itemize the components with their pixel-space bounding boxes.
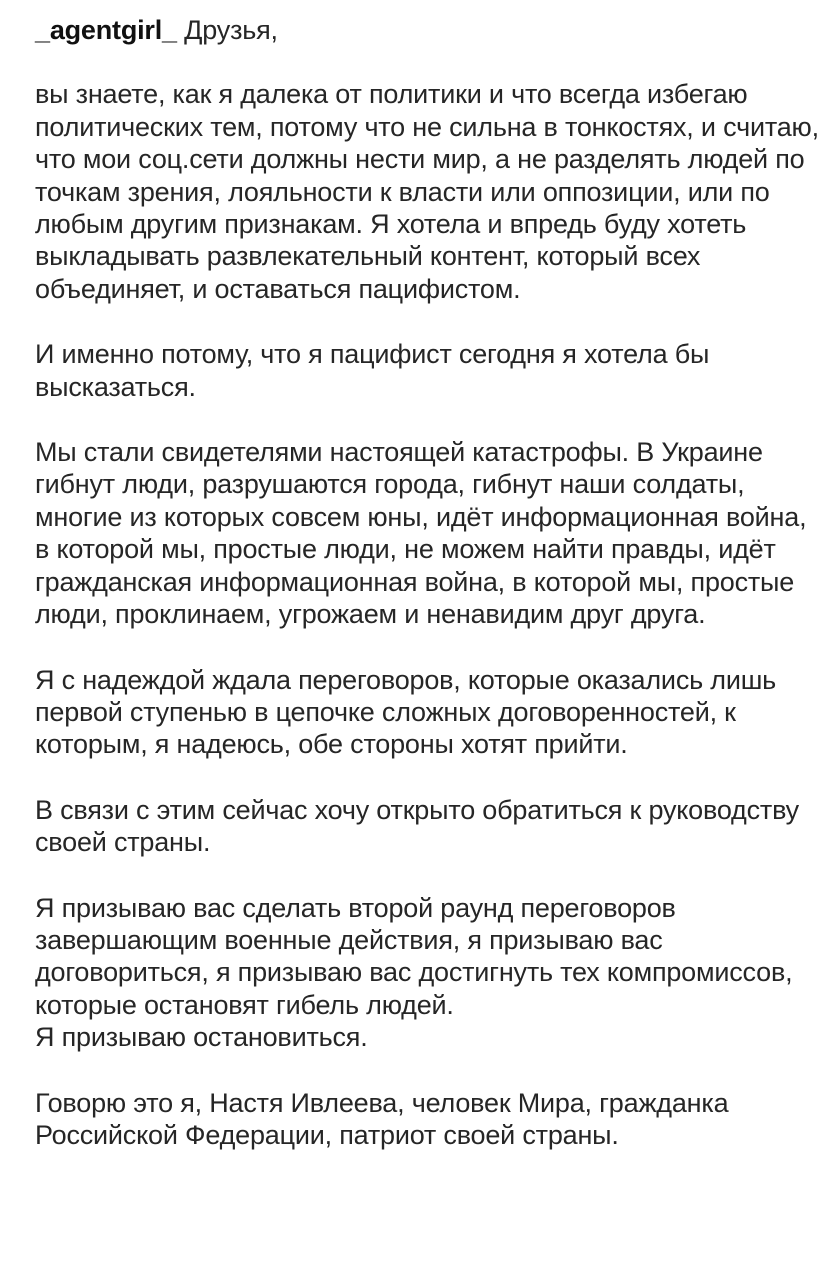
caption-paragraph-4: Я с надеждой ждала переговоров, которые оказались лишь первой ступенью в цепочке сложных договоренностей, к которым, я надеюсь, обе стороны хотят прийти. — [35, 664, 777, 760]
caption-paragraph-6: Я призываю вас сделать второй раунд переговоров завершающим военные действия, я призываю вас договориться, я призываю вас достигнуть тех компромиссов, которые остановят гибель людей. Я призываю остановиться. — [35, 892, 793, 1053]
caption-paragraph-2: И именно потому, что я пацифист сегодня я хотела бы высказаться. — [35, 339, 710, 402]
caption-paragraph-3: Мы стали свидетелями настоящей катастрофы. В Украине гибнут люди, разрушаются города, гибнут наши солдаты, многие из которых совсем юны, идёт информационная война, в которой мы, простые люди, не можем найти правды, идёт гражданская информационная война, в которой мы, простые люди, проклинаем, угрожаем и ненавидим друг друга. — [35, 437, 807, 630]
post-caption — [35, 14, 825, 1184]
caption-header — [35, 14, 825, 46]
username-link[interactable]: _agentgirl_ — [35, 15, 177, 45]
caption-paragraph-7: Говорю это я, Настя Ивлеева, человек Мира, гражданка Российской Федерации, патриот своей страны. — [35, 1087, 729, 1150]
caption-paragraph-1: вы знаете, как я далека от политики и что всегда избегаю политических тем, потому что не сильна в тонкостях, и считаю, что мои соц.сети должны нести мир, а не разделять людей по точкам зрения, лояльности к власти или оппозиции, или по любым другим признакам. Я хотела и впредь буду хотеть выкладывать развлекательный контент, который всех объединяет, и оставаться пацифистом. — [35, 79, 819, 304]
greeting-text: Друзья, — [184, 15, 278, 45]
caption-paragraph-5: В связи с этим сейчас хочу открыто обратиться к руководству своей страны. — [35, 794, 799, 858]
